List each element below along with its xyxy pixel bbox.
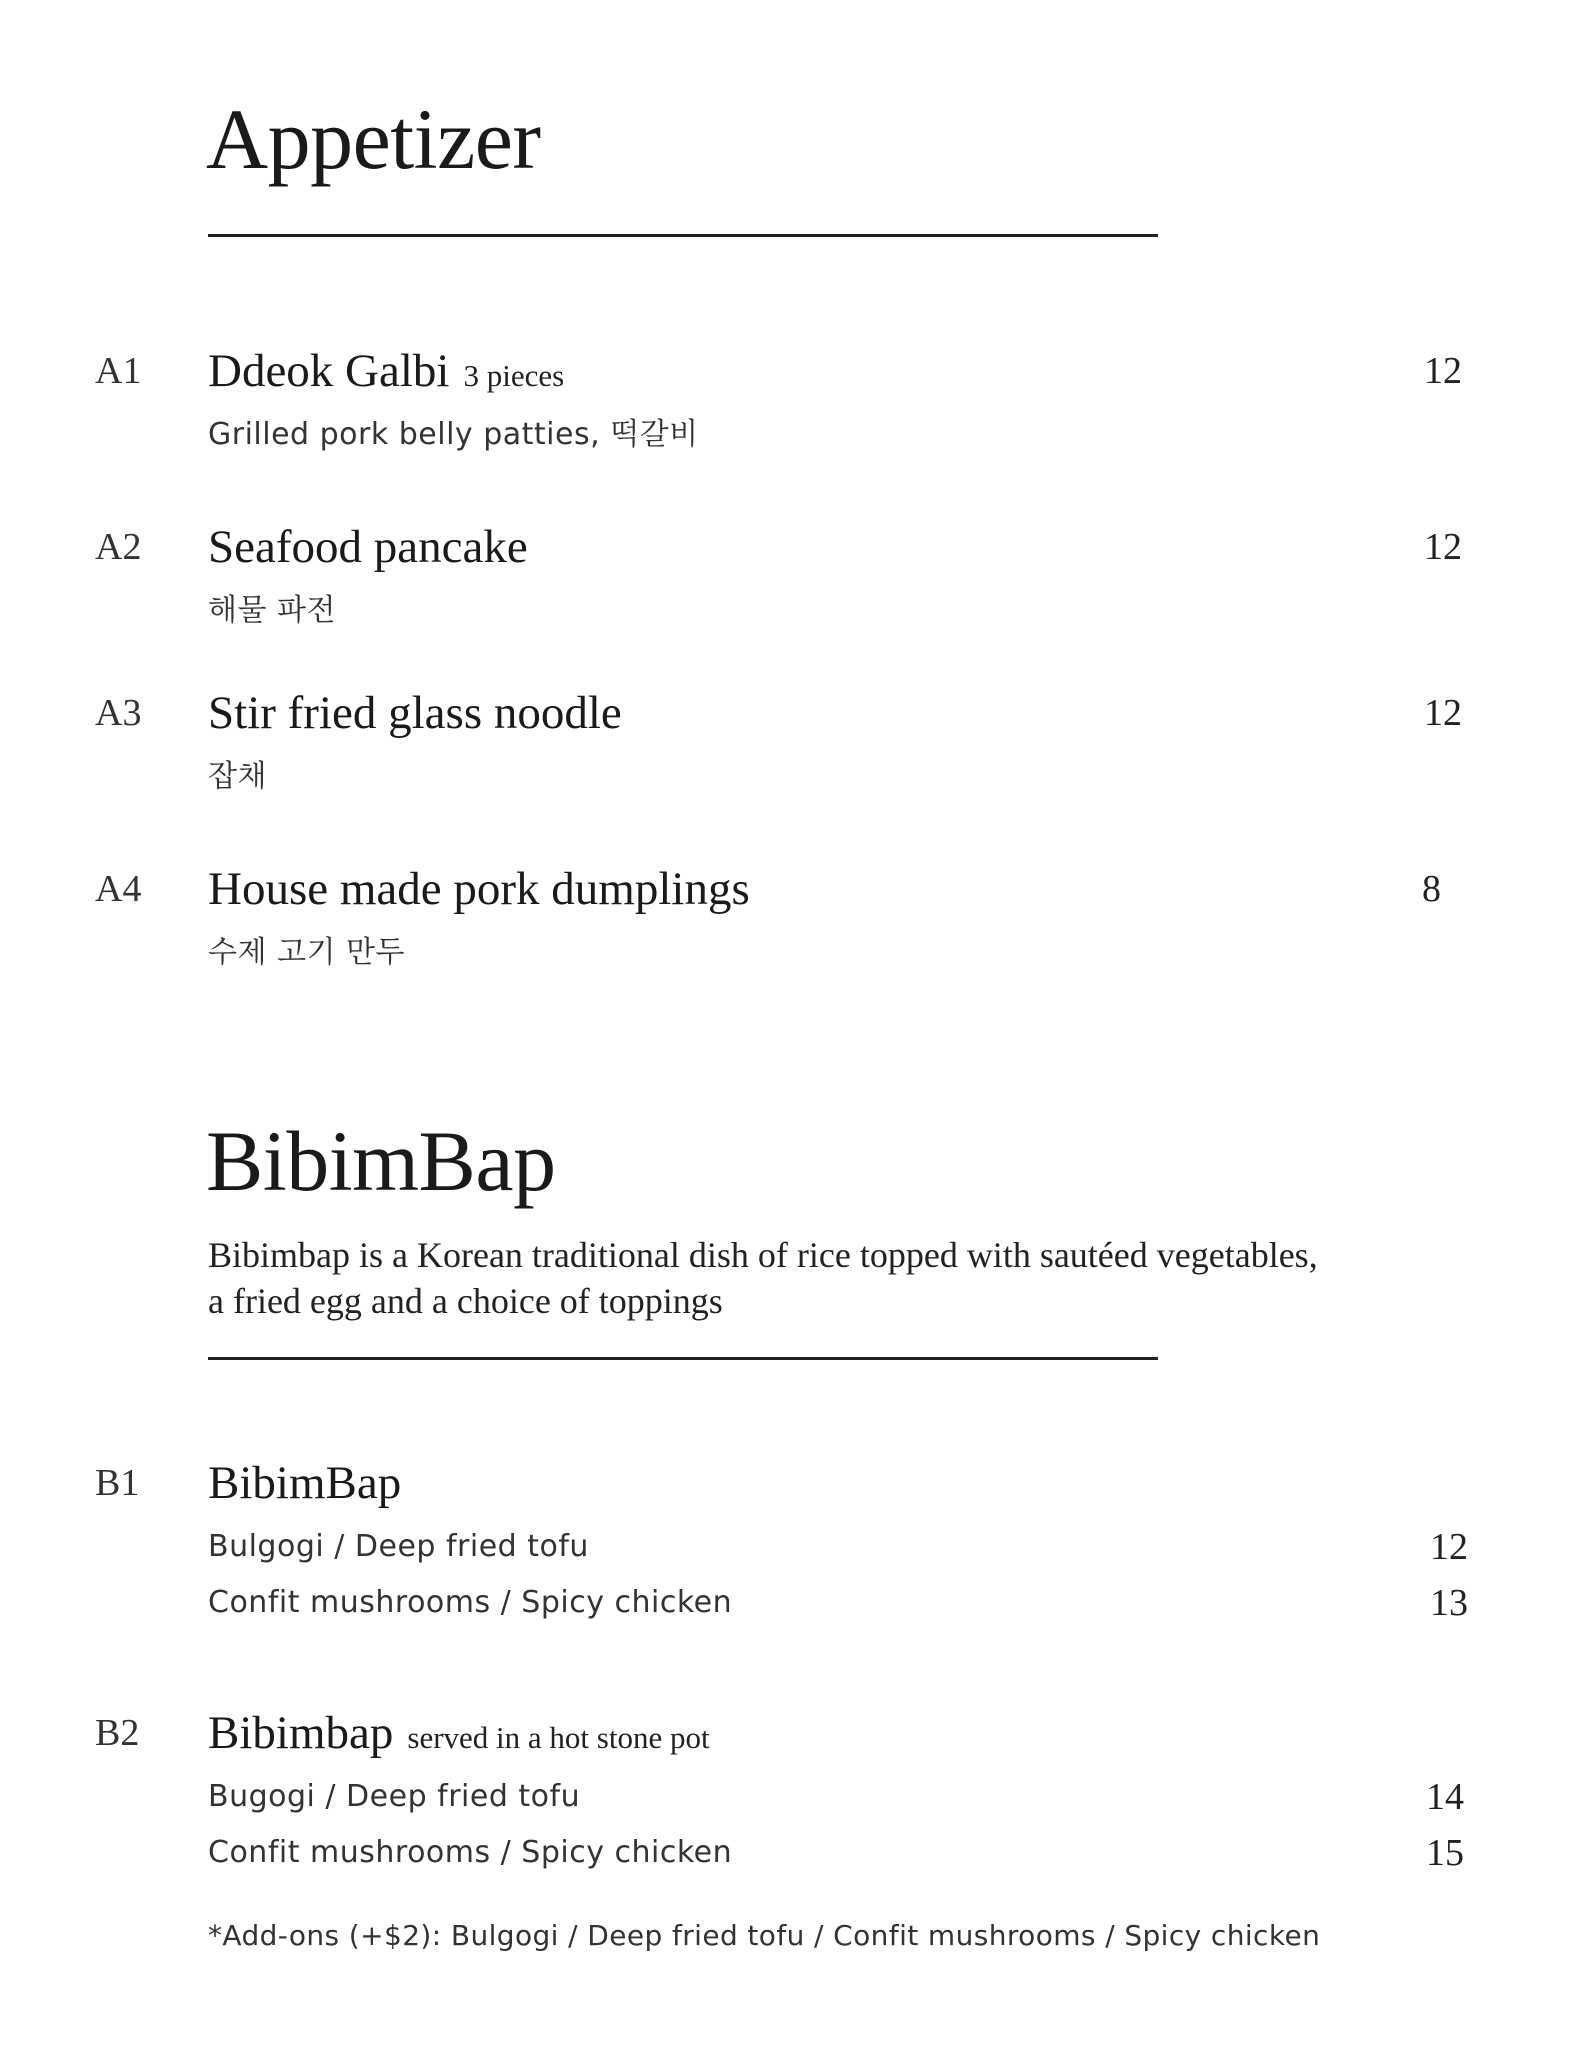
item-price: 12 — [1424, 526, 1462, 568]
bibimbap-divider — [208, 1357, 1158, 1360]
item-name-text: Ddeok Galbi — [208, 345, 450, 397]
item-name — [208, 345, 565, 397]
item-price: 12 — [1424, 692, 1462, 734]
item-name: Stir fried glass noodle — [208, 687, 622, 739]
item-note: served in a hot stone pot — [407, 1720, 710, 1755]
item-note: 3 pieces — [463, 358, 565, 393]
item-code: A4 — [95, 868, 142, 910]
appetizer-section-title: Appetizer — [206, 91, 541, 187]
item-code: A2 — [95, 526, 142, 568]
section-intro-line: a fried egg and a choice of toppings — [208, 1281, 723, 1321]
item-code: A1 — [95, 350, 142, 392]
option-price: 15 — [1426, 1832, 1464, 1874]
bibimbap-section-title: BibimBap — [206, 1113, 556, 1209]
option-label: Confit mushrooms / Spicy chicken — [208, 1835, 733, 1870]
addons-footnote: *Add-ons (+$2): Bulgogi / Deep fried tofu / Confit mushrooms / Spicy chicken — [208, 1919, 1321, 1952]
section-intro-line: Bibimbap is a Korean traditional dish of rice topped with sautéed vegetables, — [208, 1235, 1318, 1275]
item-description: 해물 파전 — [208, 593, 336, 628]
item-name — [208, 1707, 710, 1759]
appetizer-divider — [208, 234, 1158, 237]
item-description: Grilled pork belly patties, 떡갈비 — [208, 417, 699, 452]
item-name: BibimBap — [208, 1457, 402, 1509]
item-name: Seafood pancake — [208, 521, 528, 573]
option-label: Bulgogi / Deep fried tofu — [208, 1529, 589, 1564]
option-price: 14 — [1426, 1776, 1464, 1818]
option-price: 12 — [1430, 1526, 1468, 1568]
option-price: 13 — [1430, 1582, 1468, 1624]
item-price: 8 — [1422, 868, 1441, 910]
item-code: B1 — [95, 1462, 140, 1504]
item-name-text: Bibimbap — [208, 1707, 394, 1759]
option-label: Bugogi / Deep fried tofu — [208, 1779, 581, 1814]
option-label: Confit mushrooms / Spicy chicken — [208, 1585, 733, 1620]
item-name: House made pork dumplings — [208, 863, 750, 915]
item-description: 잡채 — [208, 759, 267, 794]
item-description: 수제 고기 만두 — [208, 935, 405, 970]
item-code: A3 — [95, 692, 142, 734]
item-price: 12 — [1424, 350, 1462, 392]
item-code: B2 — [95, 1712, 140, 1754]
